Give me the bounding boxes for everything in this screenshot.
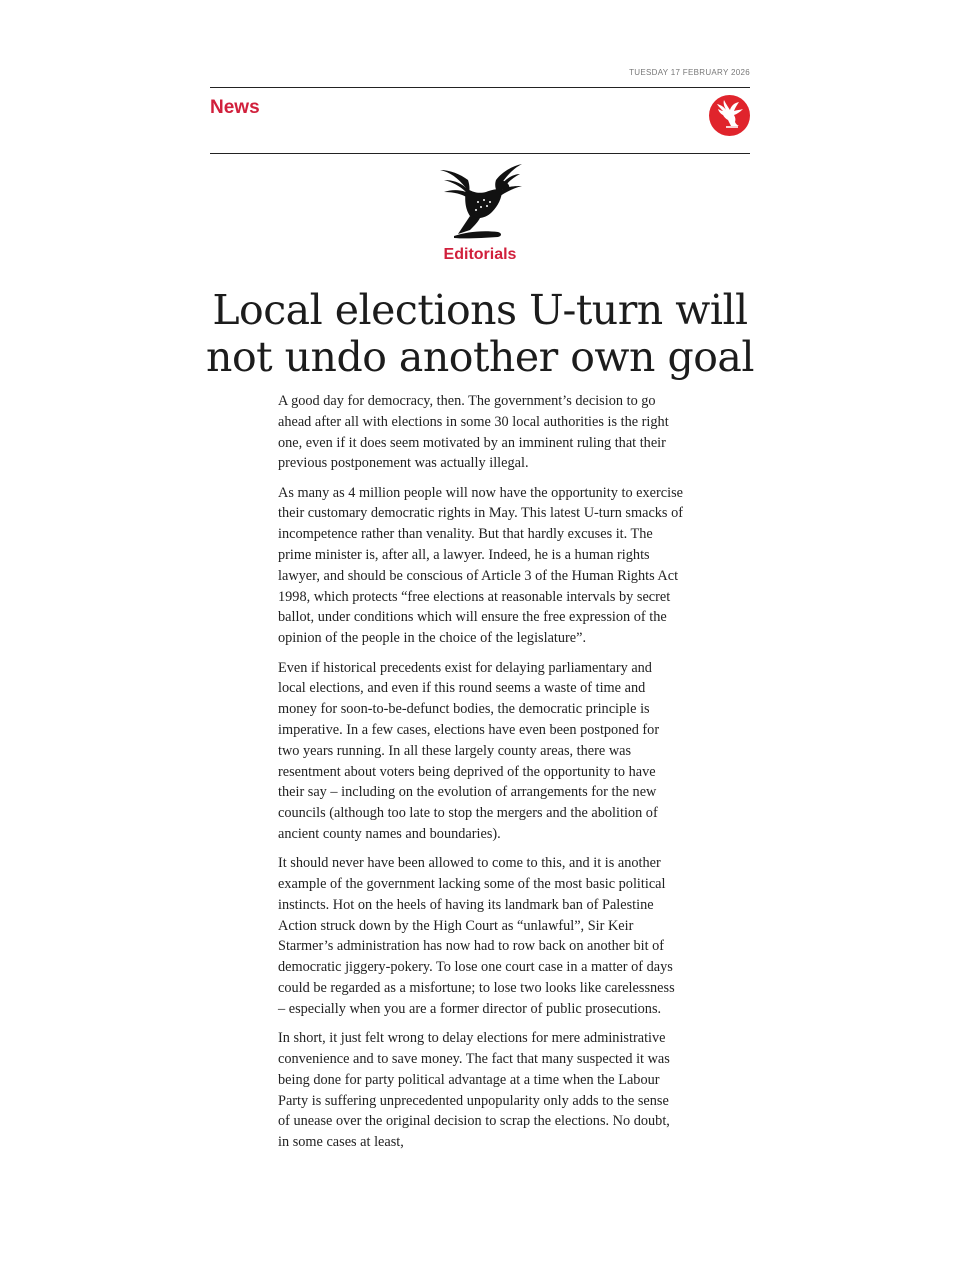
- article-body: [278, 391, 683, 1161]
- issue-date: TUESDAY 17 FEBRUARY 2026: [629, 68, 750, 77]
- paragraph: As many as 4 million people will now have the opportunity to exercise their customary democratic rights in May. This latest U-turn smacks of incompetence rather than venality. But that hardly excuses it. The prime minister is, after all, a lawyer. Indeed, he is a human rights lawyer, and should be conscious of Article 3 of the Human Rights Act 1998, which protects “free elections at reasonable intervals by secret ballot, under conditions which will ensure the free expression of the opinion of the people in the choice of the legislature”.: [278, 484, 683, 647]
- header-rule-top: [210, 87, 750, 88]
- paragraph: It should never have been allowed to come to this, and it is another example of the government lacking some of the most basic political instincts. Hot on the heels of having its landmark ban of Palestine Action struck down by the High Court as “unlawful”, Sir Keir Starmer’s administration has now had to row back on another bit of democratic jiggery-pokery. To lose one court case in a matter of days could be regarded as a misfortune; to lose two looks like carelessness – especially when you are a former director of public prosecutions.: [278, 855, 675, 1017]
- kicker-label: Editorials: [443, 246, 517, 263]
- header-rule-bottom: [210, 153, 750, 154]
- paragraph: A good day for democracy, then. The government’s decision to go ahead after all with elections in some 30 local authorities is the right one, even if it does seem motivated by an imminent ruling that their previous postponement was actually illegal.: [278, 393, 669, 472]
- eagle-logo-icon[interactable]: [709, 95, 750, 136]
- section-label[interactable]: News: [210, 97, 260, 118]
- paragraph: In short, it just felt wrong to delay elections for mere administrative convenience and to save money. The fact that many suspected it was being done for party political advantage at a time when the Labour Party is suffering unprecedented unpopularity only adds to the sense of unease over the original decision to scrap the elections. No doubt, in some cases at least,: [278, 1030, 670, 1151]
- eagle-emblem-svg: [436, 162, 526, 242]
- headline: Local elections U-turn will not undo another own goal: [206, 286, 754, 381]
- paragraph: Even if historical precedents exist for delaying parliamentary and local elections, and even if this round seems a waste of time and money for soon-to-be-defunct bodies, the democratic principle is imperative. In a few cases, elections have even been postponed for two years running. In all these largely county areas, there was resentment about voters being deprived of the opportunity to have their say – including on the evolution of arrangements for the new councils (although too late to stop the mergers and the abolition of ancient county names and boundaries).: [278, 659, 660, 842]
- eagle-emblem-icon: [436, 162, 526, 242]
- eagle-badge-svg: [709, 95, 750, 136]
